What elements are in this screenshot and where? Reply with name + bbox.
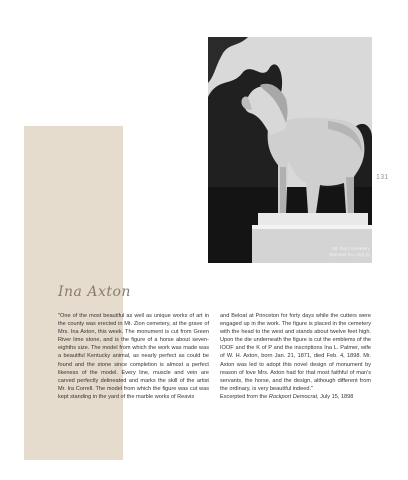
page-title: Ina Axton	[58, 284, 131, 300]
source-citation	[220, 393, 371, 401]
article-column-left	[58, 312, 209, 401]
caption-county: Spencer Co. (ed) (I)	[329, 252, 370, 257]
article-text-right: and Beloat at Princeton for forty days while the cutters were engaged up in the work. The figure is placed in the cemetery with the head to the west and stands about twelve feet high. Upon the die underneath the figure is cut the emblems of the IOOF and the K of P and the inscriptions Ina L. Palmer, wife of W. H. Axton, born Jan. 21, 1871, died Feb. 4, 1898. Mr. Axton was led to adopt this novel design of monument by reason of love Mrs. Axton had for that most faithful of man's servants, the horse, and the design, although different from the ordinary, is very beautiful indeed."	[220, 313, 371, 392]
article-column-right	[220, 312, 371, 401]
source-date: , July 15, 1898	[317, 393, 354, 400]
source-publication: Rockport Democrat	[268, 393, 317, 400]
caption-location: Mt. Zion Cemetery	[332, 246, 370, 251]
page-number: 131	[376, 174, 389, 181]
photo-caption	[300, 246, 370, 258]
article-text-left: "One of the most beautiful as well as unique works of art in the county was erected in Mt. Zion cemetery, at the grave of Mrs. Ina Axton, this week. The monument is cut from Green River lime stone, and is the figure of a horse about seven-eighths size. The model from which the work was made was a beautiful Kentucky animal, as nearly perfect as could be found and the stone since completion is almost a perfect likeness of the model. Every line, muscle and vein are carved perfectly delineated and marks the skill of the artist Mr. Ira Correll. The model from which the figure was cut was kept standing in the yard of the marble works of Reavis	[58, 313, 209, 400]
horse-monument-photo	[208, 37, 372, 263]
source-prefix: Excerpted from the	[220, 393, 269, 400]
